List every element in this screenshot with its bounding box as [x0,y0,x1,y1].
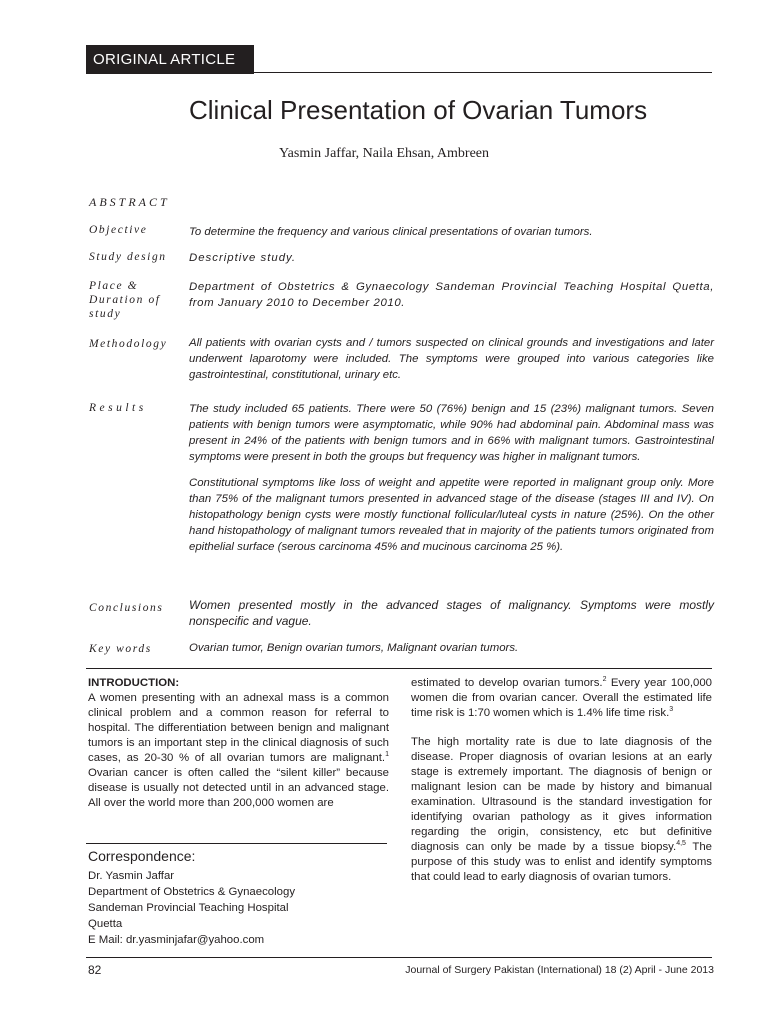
body-paragraph [411,735,712,885]
citation-ref: 1 [385,751,389,759]
correspondence-department: Department of Obstetrics & Gynaecology [88,886,296,898]
correspondence-block [88,868,295,948]
page-number: 82 [88,963,102,977]
introduction-section [88,676,389,811]
body-paragraph [411,676,712,721]
correspondence-heading: Correspondence: [88,848,196,864]
study-design-text: Descriptive study. [189,252,297,264]
results-label: Results [89,402,147,414]
correspondence-rule [86,843,387,844]
keywords-text: Ovarian tumor, Benign ovarian tumors, Malignant ovarian tumors. [189,642,519,654]
intro-text-part: Ovarian cancer is often called the “silent killer” because disease is usually not detected until in an advanced stage. All over the world more than 200,000 women are [88,767,389,809]
author-list: Yasmin Jaffar, Naila Ehsan, Ambreen [278,146,490,161]
footer-rule [86,957,712,958]
abstract-heading: ABSTRACT [89,195,170,209]
citation-ref: 3 [669,706,674,714]
results-paragraph-1: The study included 65 patients. There were 50 (76%) benign and 15 (23%) malignant tumors. Seven patients with benign tumors were asymptomatic, while 90% had abdominal pain. Abdominal mass was present in 24% of the patients with benign tumors and in 66% with malignant tumors. Gastrointestinal symptoms were present in both the groups but frequency was higher in malignant tumors. [189,403,714,463]
methodology-text: All patients with ovarian cysts and / tumors suspected on clinical grounds and investigations and later underwent laparotomy were included. The symptoms were grouped into various categories like gastrointestinal, constitutional, urinary etc. [189,337,714,381]
citation-ref: 4,5 [676,840,686,848]
study-design-label: Study design [89,251,167,263]
section-divider [86,668,712,669]
correspondence-city: Quetta [88,918,123,930]
body-text-part: The purpose of this study was to enlist and identify symptoms that could lead to early diagnosis of ovarian tumors. [411,841,713,883]
objective-label: Objective [89,224,148,236]
results-paragraph-2: Constitutional symptoms like loss of weight and appetite were reported in malignant group only. More than 75% of the malignant tumors presented in advanced stage of the disease (stages III and IV). On histopathology benign cysts were mostly functional follicular/luteal cysts in nature (25%). On the other hand histopathology of malignant tumors revealed that in majority of the patients tumors originated from epithelial surface (serous carcinoma 45% and mucinous carcinoma 25 %). [189,477,714,553]
article-type-badge: ORIGINAL ARTICLE [86,45,254,74]
conclusions-label: Conclusions [89,602,164,614]
header-rule [254,72,712,73]
journal-citation: Journal of Surgery Pakistan (International) 18 (2) April - June 2013 [405,964,714,976]
place-duration-label: Place & Duration of study [89,280,161,320]
article-title: Clinical Presentation of Ovarian Tumors [189,95,648,125]
body-text-part: Every year 100,000 women die from ovarian cancer. Overall the estimated life time risk is 1:70 women which is 1.4% life time risk. [411,677,712,719]
conclusions-text: Women presented mostly in the advanced stages of malignancy. Symptoms were mostly nonspecific and vague. [189,598,714,628]
place-duration-text: Department of Obstetrics & Gynaecology Sandeman Provincial Teaching Hospital Quetta, from January 2010 to December 2010. [189,281,714,309]
correspondence-name: Dr. Yasmin Jaffar [88,870,175,882]
correspondence-hospital: Sandeman Provincial Teaching Hospital [88,902,289,914]
results-text [189,401,714,565]
intro-text-part: A women presenting with an adnexal mass is a common clinical problem and a common reason for referral to hospital. The differentiation between benign and malignant tumors is an important step in the clinical diagnosis of such cases, as 20-30 % of all ovarian tumors are malignant. [88,692,389,764]
introduction-heading: INTRODUCTION: [88,677,180,689]
introduction-continued [411,676,712,899]
keywords-label: Key words [89,643,152,655]
objective-text: To determine the frequency and various clinical presentations of ovarian tumors. [189,226,593,238]
body-text-part: estimated to develop ovarian tumors. [411,677,603,689]
correspondence-email: E Mail: dr.yasminjafar@yahoo.com [88,934,265,946]
methodology-label: Methodology [89,338,168,350]
introduction-paragraph [88,691,389,811]
body-text-part: The high mortality rate is due to late diagnosis of the disease. Proper diagnosis of ovarian lesions at an early stage is extremely important. The diagnosis of benign or malignant lesion can be made by history and bimanual examination. Ultrasound is the standard investigation for identifying ovarian pathology as it gives information regarding the origin, consistency, etc but definitive diagnosis can only be made by a tissue biopsy. [411,736,712,853]
citation-ref: 2 [602,676,607,684]
